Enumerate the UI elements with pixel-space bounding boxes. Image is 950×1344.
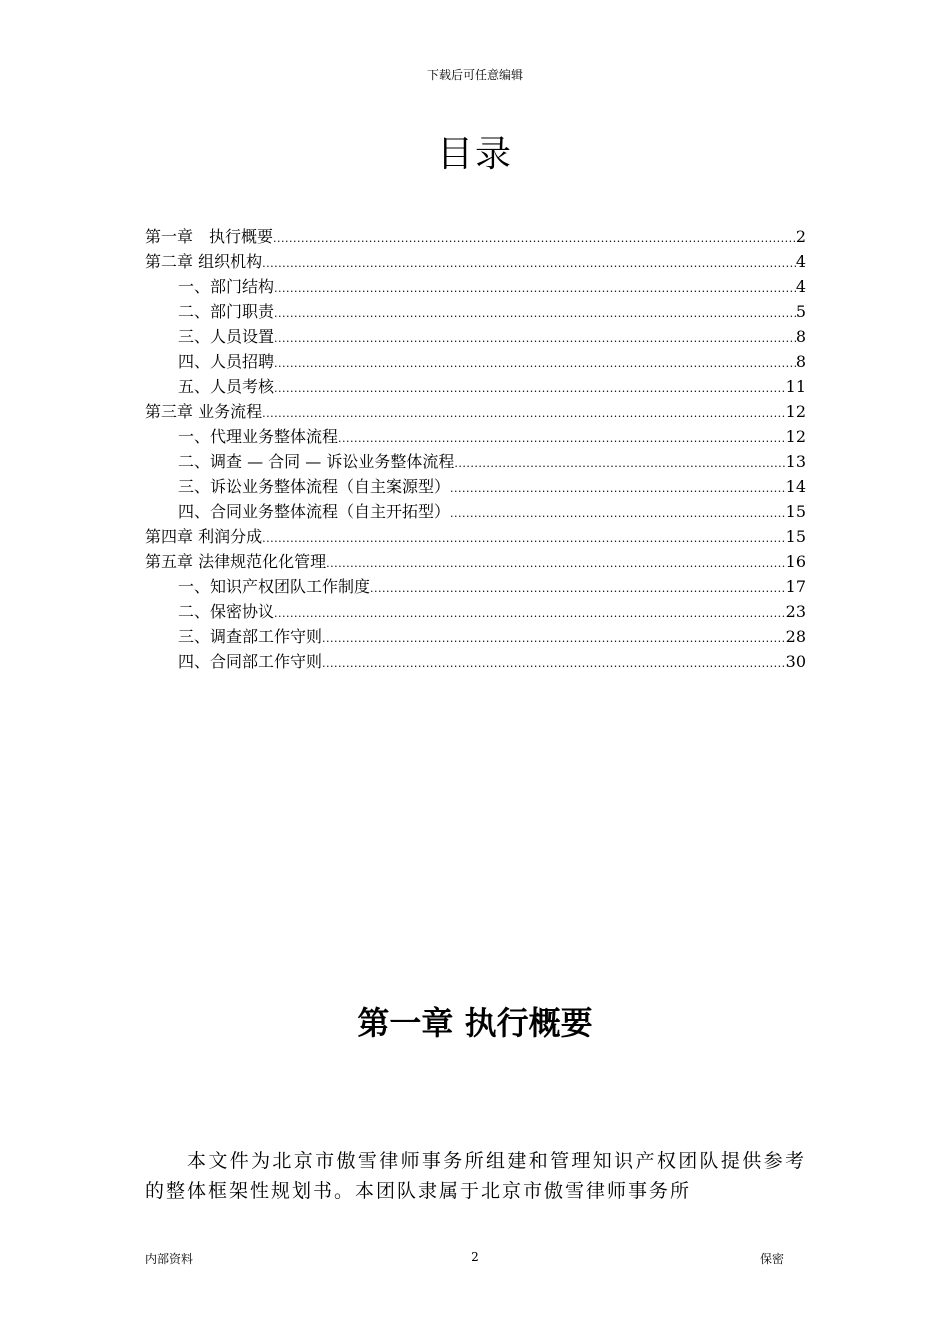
toc-entry[interactable] [145, 524, 806, 549]
toc-dot-leader [322, 624, 786, 651]
toc-dot-leader [274, 374, 786, 401]
toc-entry-page: 15 [785, 502, 806, 521]
toc-entry-title: 二、调查 — 合同 — 诉讼业务整体流程 [178, 452, 455, 471]
toc-entry-title: 第三章 业务流程 [145, 402, 263, 421]
chapter-heading: 第一章 执行概要 [357, 1004, 593, 1042]
toc-entry-title: 四、合同部工作守则 [178, 652, 323, 671]
toc-entry[interactable] [145, 574, 806, 599]
toc-entry[interactable] [145, 399, 806, 424]
toc-entry-page: 11 [785, 377, 806, 396]
footer-secret-label: 保密 [760, 1252, 785, 1266]
toc-entry-page: 4 [795, 277, 806, 296]
toc-entry-title: 第五章 法律规范化化管理 [145, 552, 327, 571]
toc-entry-page: 8 [795, 327, 806, 346]
toc-entry-page: 23 [785, 602, 806, 621]
toc-dot-leader [274, 599, 786, 626]
toc-entry-title: 二、部门职责 [178, 302, 275, 321]
toc-entry[interactable] [145, 349, 806, 374]
toc-entry[interactable] [145, 424, 806, 449]
toc-entry-page: 30 [785, 652, 806, 671]
toc-dot-leader [262, 249, 796, 276]
toc-entry-page: 5 [795, 302, 806, 321]
toc-entry-title: 一、知识产权团队工作制度 [178, 577, 371, 596]
toc-dot-leader [262, 524, 786, 551]
toc-entry-page: 8 [795, 352, 806, 371]
toc-entry-page: 4 [795, 252, 806, 271]
toc-dot-leader [370, 574, 786, 601]
toc-entry-title: 五、人员考核 [178, 377, 275, 396]
toc-entry-title: 一、部门结构 [178, 277, 275, 296]
toc-entry-title: 三、人员设置 [178, 327, 275, 346]
toc-entry[interactable] [145, 474, 806, 499]
toc-entry-title: 第一章 执行概要 [145, 227, 274, 246]
toc-entry[interactable] [145, 599, 806, 624]
toc-entry[interactable] [145, 499, 806, 524]
body-paragraph: 本文件为北京市傲雪律师事务所组建和管理知识产权团队提供参考的整体框架性规划书。本团队隶属于北京市傲雪律师事务所 [145, 1150, 806, 1202]
toc-dot-leader [454, 449, 785, 476]
toc-entry-title: 第二章 组织机构 [145, 252, 263, 271]
toc-entry-page: 16 [785, 552, 806, 571]
toc-entry-page: 14 [785, 477, 806, 496]
toc-entry[interactable] [145, 624, 806, 649]
toc-dot-leader [338, 424, 786, 451]
toc-entry-title: 二、保密协议 [178, 602, 275, 621]
toc-entry-title: 三、调查部工作守则 [178, 627, 323, 646]
toc-dot-leader [262, 399, 786, 426]
toc-entry[interactable] [145, 324, 806, 349]
toc-entry[interactable] [145, 449, 806, 474]
toc-entry-page: 12 [785, 427, 806, 446]
header-note: 下载后可任意编辑 [426, 68, 523, 82]
toc-entry[interactable] [145, 274, 806, 299]
toc-entry[interactable] [145, 374, 806, 399]
toc-entry[interactable] [145, 549, 806, 574]
toc-dot-leader [274, 349, 796, 376]
toc-entry-page: 12 [785, 402, 806, 421]
toc-entry[interactable] [145, 224, 806, 249]
footer-confidential-label: 内部资料 [145, 1252, 194, 1266]
toc-title: 目录 [436, 134, 513, 175]
toc-entry-title: 第四章 利润分成 [145, 527, 263, 546]
toc-dot-leader [274, 274, 796, 301]
toc-dot-leader [326, 549, 786, 576]
toc-entry-title: 四、人员招聘 [178, 352, 275, 371]
toc-entry-page: 17 [785, 577, 806, 596]
toc-dot-leader [450, 474, 786, 501]
toc-dot-leader [450, 499, 786, 526]
toc-entry-title: 一、代理业务整体流程 [178, 427, 339, 446]
toc-entry-title: 四、合同业务整体流程（自主开拓型） [178, 502, 451, 521]
toc-entry-page: 2 [795, 227, 806, 246]
toc-dot-leader [273, 224, 796, 251]
toc-entry-title: 三、诉讼业务整体流程（自主案源型） [178, 477, 451, 496]
toc-entry[interactable] [145, 649, 806, 674]
toc-dot-leader [274, 299, 796, 326]
footer-page-number: 2 [471, 1250, 479, 1264]
toc-entry-page: 13 [785, 452, 806, 471]
toc-entry-page: 15 [785, 527, 806, 546]
toc-entry[interactable] [145, 299, 806, 324]
toc-entry[interactable] [145, 249, 806, 274]
toc-dot-leader [322, 649, 786, 676]
toc-entry-page: 28 [785, 627, 806, 646]
toc-dot-leader [274, 324, 796, 351]
table-of-contents [145, 224, 806, 674]
